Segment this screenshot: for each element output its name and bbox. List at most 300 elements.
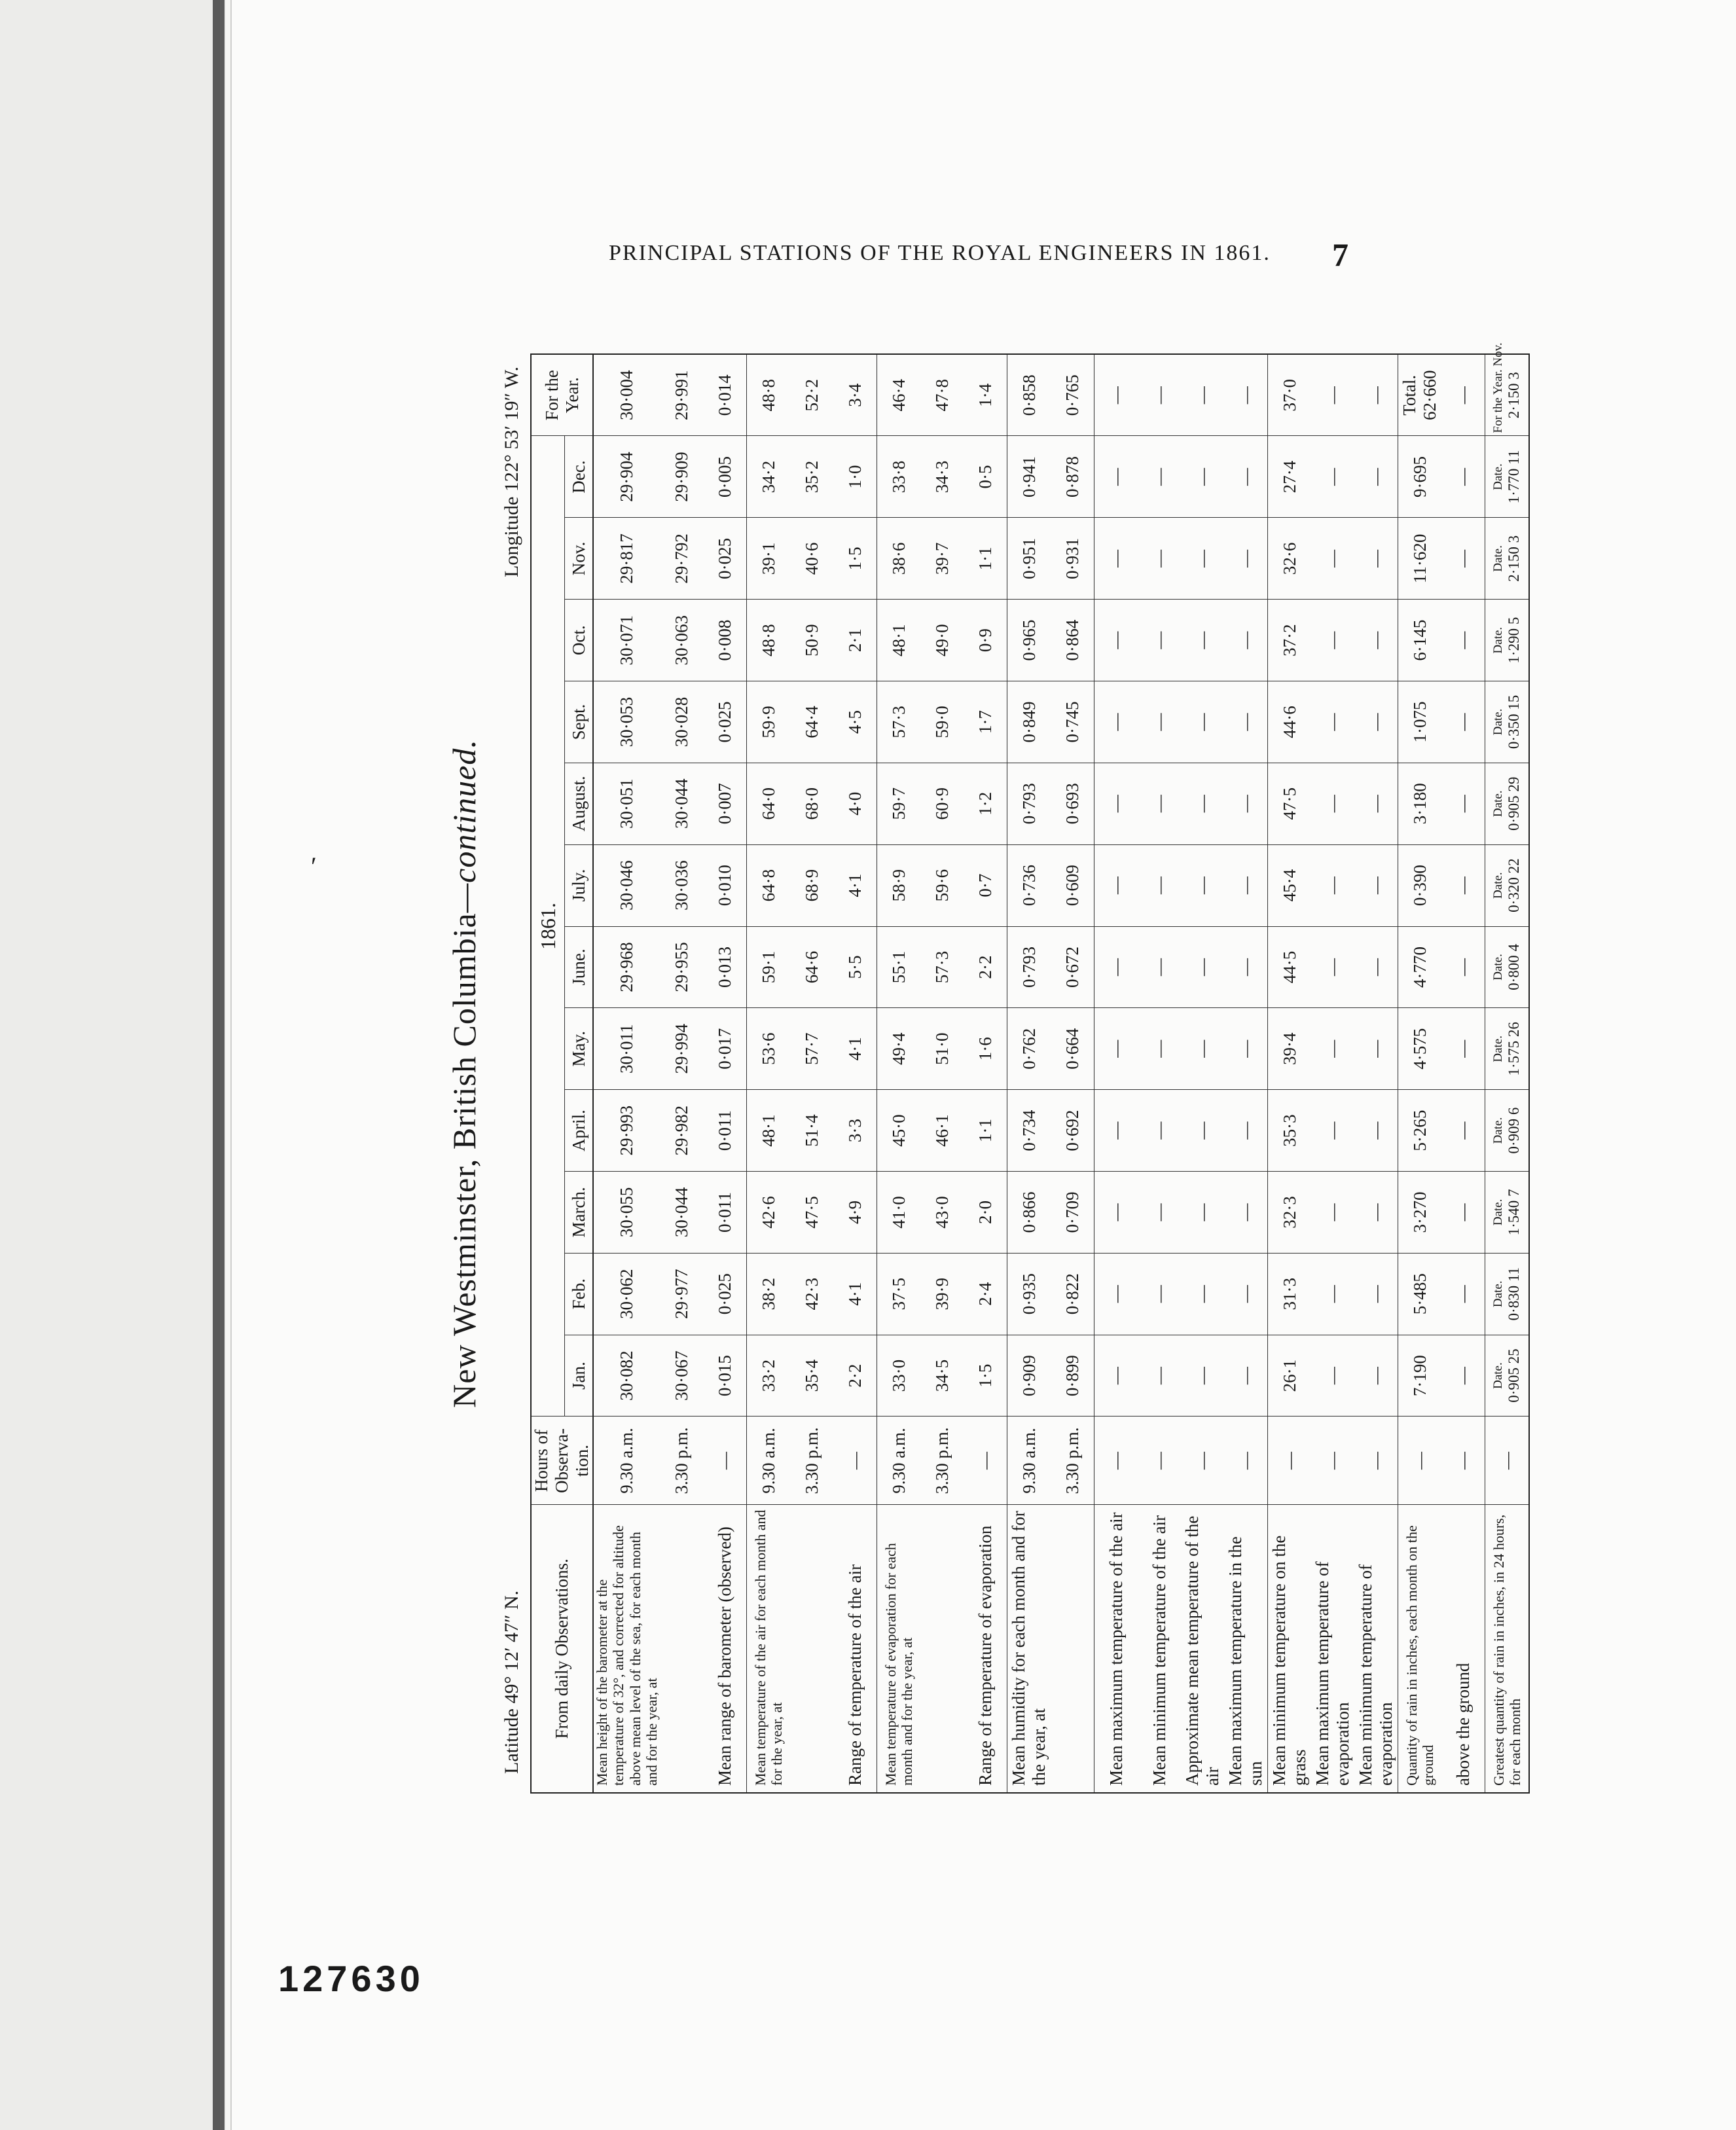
month-value: — (1181, 844, 1224, 926)
date-value: 1·540 7 (1506, 1189, 1523, 1236)
month-value: 0·005 (703, 436, 747, 518)
month-value: 32·3 (1268, 1172, 1312, 1254)
row-label: Mean maximum temperature of evaporation (1311, 1505, 1354, 1793)
row-hours: — (1268, 1417, 1312, 1505)
row-label (790, 1505, 833, 1793)
year-value: — (1441, 354, 1485, 436)
month-value: 30·028 (660, 681, 703, 763)
month-value: — (1181, 763, 1224, 844)
date-value: 0·350 15 (1506, 695, 1523, 749)
month-header: August. (564, 763, 593, 844)
date-label: Date. (1491, 954, 1506, 981)
month-value: 51·0 (920, 1008, 964, 1090)
month-value: 0·965 (1007, 600, 1051, 681)
row-label: Mean temperature of the air for each month and for the year, at (747, 1505, 791, 1793)
month-value: 26·1 (1268, 1335, 1312, 1417)
month-value: — (1354, 844, 1398, 926)
month-value: 30·036 (660, 844, 703, 926)
month-value: — (1181, 1090, 1224, 1172)
month-value: — (1441, 518, 1485, 600)
table-row (593, 354, 660, 1793)
month-value: 0·5 (964, 436, 1007, 518)
month-value: 4·9 (833, 1172, 877, 1254)
month-value: — (1311, 1090, 1354, 1172)
month-value: — (1224, 681, 1268, 763)
month-value: 30·062 (593, 1253, 660, 1335)
month-value: 59·9 (747, 681, 791, 763)
row-hours: 9.30 a.m. (747, 1417, 791, 1505)
row-label: Mean minimum temperature of the air (1138, 1505, 1181, 1793)
month-value: 45·4 (1268, 844, 1312, 926)
date-label: Date. (1491, 545, 1506, 572)
month-value: — (1224, 600, 1268, 681)
month-value: 0·011 (703, 1172, 747, 1254)
row-hours: 9.30 a.m. (877, 1417, 921, 1505)
month-header: Oct. (564, 600, 593, 681)
year-value: 0·858 (1007, 354, 1051, 436)
month-value (1485, 681, 1530, 763)
month-value: 59·7 (877, 763, 921, 844)
row-label: Range of temperature of evaporation (964, 1505, 1007, 1793)
month-value: 64·0 (747, 763, 791, 844)
month-value: 30·011 (593, 1008, 660, 1090)
month-value: — (1138, 518, 1181, 600)
row-hours: 3.30 p.m. (660, 1417, 703, 1505)
table-row (1485, 354, 1530, 1793)
row-label: Mean humidity for each month and for the year, at (1007, 1505, 1051, 1793)
month-value: 9·695 (1398, 436, 1442, 518)
month-header: June. (564, 926, 593, 1008)
month-value: 30·055 (593, 1172, 660, 1254)
month-value: — (1311, 436, 1354, 518)
date-value: 1·575 26 (1506, 1022, 1523, 1076)
month-value: — (1094, 1008, 1138, 1090)
month-value: — (1138, 763, 1181, 844)
scan-left-margin (0, 0, 226, 2130)
running-header: PRINCIPAL STATIONS OF THE ROYAL ENGINEERS IN 1861. (609, 241, 1271, 265)
month-value: — (1094, 518, 1138, 600)
month-value: — (1138, 600, 1181, 681)
row-label: Greatest quantity of rain in inches, in 24 hours, for each month (1485, 1505, 1530, 1793)
month-value: 3·3 (833, 1090, 877, 1172)
month-value: 64·6 (790, 926, 833, 1008)
month-value: 0·709 (1051, 1172, 1094, 1254)
date-label: Date. (1491, 708, 1506, 736)
year-total-header: For the Year. (531, 354, 593, 436)
page-number: 7 (1332, 236, 1348, 273)
month-value: 30·044 (660, 1172, 703, 1254)
month-value: 0·693 (1051, 763, 1094, 844)
month-value: — (1224, 1008, 1268, 1090)
year-value: — (1094, 354, 1138, 436)
month-value: — (1441, 436, 1485, 518)
month-value: 1·0 (833, 436, 877, 518)
table-title-place: New Westminster, British Columbia (446, 912, 482, 1408)
month-value: 37·2 (1268, 600, 1312, 681)
date-value: 0·320 22 (1506, 858, 1523, 912)
month-value: — (1224, 844, 1268, 926)
date-label: Date. (1491, 790, 1506, 818)
month-value: — (1094, 1335, 1138, 1417)
month-value: — (1224, 436, 1268, 518)
month-value: 4·1 (833, 844, 877, 926)
month-value: — (1094, 681, 1138, 763)
month-value: 4·5 (833, 681, 877, 763)
month-value: 2·0 (964, 1172, 1007, 1254)
month-value: 0·008 (703, 600, 747, 681)
row-label: Mean maximum temperature in the sun (1224, 1505, 1268, 1793)
month-value: 64·4 (790, 681, 833, 763)
month-value: 30·046 (593, 844, 660, 926)
year-value: 0·765 (1051, 354, 1094, 436)
month-header: Nov. (564, 518, 593, 600)
row-hours: 3.30 p.m. (1051, 1417, 1094, 1505)
year-date-value: 2·150 3 (1506, 372, 1523, 419)
row-label: Range of temperature of the air (833, 1505, 877, 1793)
month-value: 0·013 (703, 926, 747, 1008)
year-value: 47·8 (920, 354, 964, 436)
row-label (660, 1505, 703, 1793)
month-value: — (1094, 1090, 1138, 1172)
month-value: 0·7 (964, 844, 1007, 926)
row-hours: — (1441, 1417, 1485, 1505)
row-label: Mean temperature of evaporation for each month and for the year, at (877, 1505, 921, 1793)
month-value: — (1311, 844, 1354, 926)
month-value: — (1441, 763, 1485, 844)
row-hours: — (1181, 1417, 1224, 1505)
month-value: 33·0 (877, 1335, 921, 1417)
table-row (1311, 354, 1354, 1793)
month-value: 57·3 (920, 926, 964, 1008)
month-value: — (1181, 681, 1224, 763)
month-value: — (1181, 1335, 1224, 1417)
month-value: 48·1 (747, 1090, 791, 1172)
row-label: Mean range of barometer (observed) (703, 1505, 747, 1793)
month-value: — (1224, 1253, 1268, 1335)
month-value: 0·015 (703, 1335, 747, 1417)
month-value: 59·1 (747, 926, 791, 1008)
month-value: 32·6 (1268, 518, 1312, 600)
month-value: 0·007 (703, 763, 747, 844)
row-label: Mean minimum temperature on the grass (1268, 1505, 1312, 1793)
month-value: 29·982 (660, 1090, 703, 1172)
month-value: 0·745 (1051, 681, 1094, 763)
month-value: 1·5 (964, 1335, 1007, 1417)
month-value: 59·0 (920, 681, 964, 763)
month-value: 49·0 (920, 600, 964, 681)
year-value: 1·4 (964, 354, 1007, 436)
month-value: 34·2 (747, 436, 791, 518)
month-value: — (1441, 1335, 1485, 1417)
month-value: 29·817 (593, 518, 660, 600)
date-value: 0·830 11 (1506, 1267, 1523, 1321)
hours-column-header: Hours of Observa-tion. (531, 1417, 593, 1505)
month-header: April. (564, 1090, 593, 1172)
month-value: 0·025 (703, 1253, 747, 1335)
month-value: 1·5 (833, 518, 877, 600)
month-value: — (1094, 926, 1138, 1008)
table-row (964, 354, 1007, 1793)
year-value: 30·004 (593, 354, 660, 436)
row-hours: 3.30 p.m. (920, 1417, 964, 1505)
month-value (1485, 844, 1530, 926)
month-value: 33·8 (877, 436, 921, 518)
month-value: 2·1 (833, 600, 877, 681)
month-value: — (1441, 844, 1485, 926)
month-value: — (1311, 518, 1354, 600)
month-value: — (1311, 681, 1354, 763)
table-row (877, 354, 921, 1793)
year-value: — (1181, 354, 1224, 436)
month-value: 44·5 (1268, 926, 1312, 1008)
month-value: 0·9 (964, 600, 1007, 681)
month-value: 42·6 (747, 1172, 791, 1254)
month-value: — (1311, 1172, 1354, 1254)
month-value: — (1138, 1090, 1181, 1172)
longitude-label: Longitude 122° 53′ 19″ W. (501, 367, 522, 577)
table-row (1354, 354, 1398, 1793)
month-value: — (1181, 1253, 1224, 1335)
month-value: 0·941 (1007, 436, 1051, 518)
page-gutter-shadow (213, 0, 225, 2130)
month-value: 44·6 (1268, 681, 1312, 763)
table-row (833, 354, 877, 1793)
month-value: 47·5 (1268, 763, 1312, 844)
month-value: — (1354, 1335, 1398, 1417)
month-value: 4·770 (1398, 926, 1442, 1008)
archive-stamp-number: 127630 (278, 1958, 424, 1999)
month-value: — (1138, 1335, 1181, 1417)
month-header: March. (564, 1172, 593, 1254)
month-value: 0·849 (1007, 681, 1051, 763)
month-value: 5·265 (1398, 1090, 1442, 1172)
month-value: 48·1 (877, 600, 921, 681)
month-value: 55·1 (877, 926, 921, 1008)
month-value: 2·2 (833, 1335, 877, 1417)
date-label: Date. (1491, 1280, 1506, 1308)
month-value: 30·082 (593, 1335, 660, 1417)
table-row (920, 354, 964, 1793)
month-value: — (1181, 1172, 1224, 1254)
date-label: Date. (1491, 872, 1506, 899)
date-value: 0·800 4 (1506, 943, 1523, 990)
month-value: 0·899 (1051, 1335, 1094, 1417)
table-row (703, 354, 747, 1793)
month-value: 0·025 (703, 518, 747, 600)
month-value: 27·4 (1268, 436, 1312, 518)
month-value (1485, 763, 1530, 844)
month-value: 0·734 (1007, 1090, 1051, 1172)
month-value: 0·011 (703, 1090, 747, 1172)
table-row (1441, 354, 1485, 1793)
month-value: 2·2 (964, 926, 1007, 1008)
month-value: 0·017 (703, 1008, 747, 1090)
year-value (1485, 342, 1530, 436)
year-value: — (1354, 354, 1398, 436)
month-value: — (1224, 1172, 1268, 1254)
year-value: 37·0 (1268, 354, 1312, 436)
month-value: 51·4 (790, 1090, 833, 1172)
date-value: 1·770 11 (1506, 450, 1523, 504)
year-value: — (1138, 354, 1181, 436)
month-value: 39·1 (747, 518, 791, 600)
month-value: 30·044 (660, 763, 703, 844)
month-value: 0·935 (1007, 1253, 1051, 1335)
month-value (1485, 1172, 1530, 1254)
month-value: 0·010 (703, 844, 747, 926)
date-label: Date. (1491, 1199, 1506, 1226)
month-value: 1·6 (964, 1008, 1007, 1090)
month-value: — (1138, 436, 1181, 518)
month-value: — (1138, 1008, 1181, 1090)
month-value (1485, 1335, 1530, 1417)
month-value: — (1354, 1090, 1398, 1172)
month-value: — (1138, 1253, 1181, 1335)
month-value: — (1138, 1172, 1181, 1254)
month-value (1485, 1253, 1530, 1335)
month-value: — (1354, 926, 1398, 1008)
month-header: July. (564, 844, 593, 926)
row-hours: 9.30 a.m. (1007, 1417, 1051, 1505)
month-value: — (1094, 600, 1138, 681)
month-value: — (1354, 518, 1398, 600)
row-hours: — (1138, 1417, 1181, 1505)
month-value: — (1441, 926, 1485, 1008)
year-value: 3·4 (833, 354, 877, 436)
table-row (1138, 354, 1181, 1793)
month-value: 0·878 (1051, 436, 1094, 518)
month-value: 29·993 (593, 1090, 660, 1172)
month-value: 41·0 (877, 1172, 921, 1254)
month-value: 0·025 (703, 681, 747, 763)
row-hours: — (1311, 1417, 1354, 1505)
table-row (747, 354, 791, 1793)
month-value (1485, 436, 1530, 518)
row-hours: — (1398, 1417, 1442, 1505)
table-row (660, 354, 703, 1793)
month-value: — (1441, 1253, 1485, 1335)
date-label: Date. (1491, 1362, 1506, 1389)
month-value: — (1181, 436, 1224, 518)
month-header: Feb. (564, 1253, 593, 1335)
month-value: — (1094, 1253, 1138, 1335)
date-label: Date. (1491, 463, 1506, 490)
month-value: 59·6 (920, 844, 964, 926)
month-value: 0·822 (1051, 1253, 1094, 1335)
month-value: — (1311, 1253, 1354, 1335)
month-value: — (1441, 1172, 1485, 1254)
month-value: — (1138, 844, 1181, 926)
table-row (1268, 354, 1312, 1793)
month-value: — (1181, 1008, 1224, 1090)
month-value: 33·2 (747, 1335, 791, 1417)
table-row (1051, 354, 1094, 1793)
month-value: 58·9 (877, 844, 921, 926)
month-value: 35·4 (790, 1335, 833, 1417)
month-value: 53·6 (747, 1008, 791, 1090)
month-value (1485, 1008, 1530, 1090)
month-value: — (1354, 1008, 1398, 1090)
month-value: 0·609 (1051, 844, 1094, 926)
date-value: 0·909 6 (1506, 1107, 1523, 1154)
month-header: May. (564, 1008, 593, 1090)
month-value: 30·053 (593, 681, 660, 763)
month-value: — (1138, 926, 1181, 1008)
row-hours: — (964, 1417, 1007, 1505)
month-value: 0·909 (1007, 1335, 1051, 1417)
month-value: — (1311, 763, 1354, 844)
date-label: Date. (1491, 626, 1506, 654)
month-value: 5·485 (1398, 1253, 1442, 1335)
year-value: 29·991 (660, 354, 703, 436)
month-value: 40·6 (790, 518, 833, 600)
month-value: 0·931 (1051, 518, 1094, 600)
month-value: — (1354, 763, 1398, 844)
row-hours: 3.30 p.m. (790, 1417, 833, 1505)
month-value: 0·736 (1007, 844, 1051, 926)
month-value: 0·864 (1051, 600, 1094, 681)
month-value: 0·951 (1007, 518, 1051, 600)
month-value: 29·909 (660, 436, 703, 518)
month-value: 4·1 (833, 1253, 877, 1335)
month-value: 35·2 (790, 436, 833, 518)
month-value: 60·9 (920, 763, 964, 844)
month-value (1485, 926, 1530, 1008)
date-value: 2·150 3 (1506, 535, 1523, 582)
month-value: — (1181, 600, 1224, 681)
month-value: 50·9 (790, 600, 833, 681)
month-value: — (1224, 1335, 1268, 1417)
month-value: 3·180 (1398, 763, 1442, 844)
row-hours: — (1485, 1417, 1530, 1505)
month-value: — (1094, 763, 1138, 844)
row-hours: — (703, 1417, 747, 1505)
month-value: 0·762 (1007, 1008, 1051, 1090)
month-value: 5·5 (833, 926, 877, 1008)
month-value: — (1181, 926, 1224, 1008)
table-title-continued: —continued. (446, 739, 482, 913)
month-value: 29·904 (593, 436, 660, 518)
row-label: Quantity of rain in inches, each month on the ground (1398, 1505, 1442, 1793)
month-value: 6·145 (1398, 600, 1442, 681)
table-row (1181, 354, 1224, 1793)
month-value: — (1138, 681, 1181, 763)
row-label: Mean minimum temperature of evaporation (1354, 1505, 1398, 1793)
month-value: 57·3 (877, 681, 921, 763)
row-hours: — (1224, 1417, 1268, 1505)
month-value: 1·2 (964, 763, 1007, 844)
month-value: — (1354, 436, 1398, 518)
month-value: 35·3 (1268, 1090, 1312, 1172)
month-value: 57·7 (790, 1008, 833, 1090)
month-value: 38·2 (747, 1253, 791, 1335)
row-label: Approximate mean temperature of the air (1181, 1505, 1224, 1793)
month-value: 0·793 (1007, 763, 1051, 844)
month-value: — (1224, 763, 1268, 844)
month-header: Sept. (564, 681, 593, 763)
month-value: 64·8 (747, 844, 791, 926)
month-value: 30·071 (593, 600, 660, 681)
date-value: 0·905 25 (1506, 1348, 1523, 1403)
date-value: 1·290 5 (1506, 617, 1523, 664)
month-value: 4·0 (833, 763, 877, 844)
month-value: 42·3 (790, 1253, 833, 1335)
month-value: 2·4 (964, 1253, 1007, 1335)
date-label: Date. (1491, 1117, 1506, 1144)
year-value: 52·2 (790, 354, 833, 436)
month-value: — (1354, 1172, 1398, 1254)
month-value: 34·5 (920, 1335, 964, 1417)
